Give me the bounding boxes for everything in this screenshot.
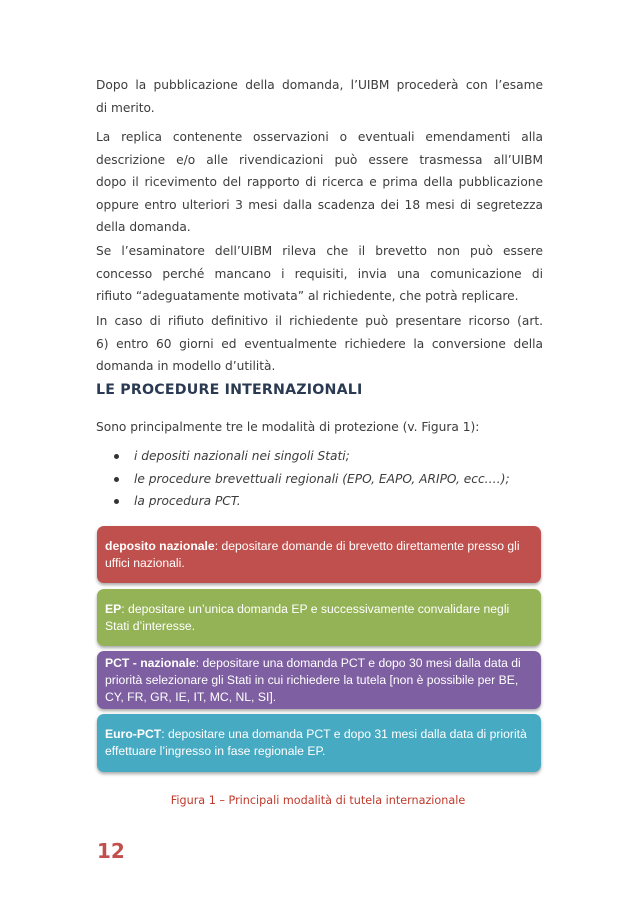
- box-text: uffici nazionali.: [105, 555, 185, 570]
- text-line: oppure entro ulteriori 3 mesi dalla scadenza dei 18 mesi di segretezza: [96, 197, 543, 212]
- bullet-icon: [114, 454, 119, 459]
- paragraph-appeal: [96, 310, 543, 378]
- text-line: di merito.: [96, 100, 155, 115]
- page-number: 12: [97, 839, 125, 863]
- paragraph-reply: [96, 126, 543, 239]
- text-line: descrizione e/o alle rivendicazioni può essere trasmessa all’UIBM: [96, 152, 543, 167]
- intro-paragraph: [96, 416, 543, 439]
- box-term: deposito nazionale: [105, 538, 215, 553]
- protection-modes-list: [114, 445, 510, 513]
- figure-caption: [0, 794, 638, 807]
- bullet-icon: [114, 477, 119, 482]
- box-text: Stati d’interesse.: [105, 618, 196, 633]
- box-term: PCT - nazionale: [105, 655, 196, 670]
- list-item: [114, 445, 510, 468]
- box-text: : depositare un’unica domanda EP e successivamente convalidare negli: [121, 601, 510, 616]
- box-text: effettuare l’ingresso in fase regionale EP.: [105, 744, 326, 758]
- text-line: domanda in modello d’utilità.: [96, 359, 276, 374]
- box-term: EP: [105, 601, 122, 616]
- bullet-icon: [114, 499, 119, 504]
- box-text: : depositare una domanda PCT e dopo 30 mesi dalla data di: [195, 655, 521, 670]
- text-line: della domanda.: [96, 220, 191, 235]
- figure-box-euro-pct: [97, 714, 541, 772]
- text-line: Se l’esaminatore dell’UIBM rileva che il brevetto non può essere: [96, 244, 543, 258]
- text-line: rifiuto “adeguatamente motivata” al richiedente, che potrà replicare.: [96, 289, 519, 304]
- list-item: [114, 468, 510, 491]
- paragraph-exam: [96, 74, 543, 119]
- text-line: La replica contenente osservazioni o eventuali emendamenti alla: [96, 130, 543, 144]
- text-line: 6) entro 60 giorni ed eventualmente richiedere la conversione della: [96, 336, 543, 351]
- section-heading: LE PROCEDURE INTERNAZIONALI: [96, 382, 363, 398]
- list-item-text: le procedure brevettuali regionali (EPO, EAPO, ARIPO, ecc.…);: [134, 471, 510, 486]
- paragraph-refusal: [96, 240, 543, 308]
- text-line: Sono principalmente tre le modalità di protezione (v. Figura 1):: [96, 420, 480, 434]
- text-line: concesso perché mancano i requisiti, invia una comunicazione di: [96, 266, 543, 281]
- list-item: [114, 490, 510, 513]
- box-text: CY, FR, GR, IE, IT, MC, NL, SI].: [105, 689, 277, 704]
- box-text: : depositare una domanda PCT e dopo 31 mesi dalla data di priorità: [161, 727, 527, 741]
- box-text: : depositare domande di brevetto direttamente presso gli: [214, 538, 520, 553]
- figure-caption-text: Figura 1 – Principali modalità di tutela internazionale: [170, 794, 466, 807]
- box-text: priorità selezionare gli Stati in cui richiedere la tutela [non è possibile per BE,: [105, 672, 519, 687]
- list-item-text: la procedura PCT.: [134, 494, 241, 509]
- text-line: In caso di rifiuto definitivo il richiedente può presentare ricorso (art.: [96, 314, 543, 328]
- text-line: Dopo la pubblicazione della domanda, l’UIBM procederà con l’esame: [96, 78, 543, 92]
- figure-box-national-deposit: [97, 526, 541, 583]
- figure-box-ep: [97, 589, 541, 646]
- box-term: Euro-PCT: [105, 727, 162, 741]
- figure-box-pct-national: [97, 651, 541, 709]
- list-item-text: i depositi nazionali nei singoli Stati;: [134, 449, 350, 463]
- text-line: dopo il ricevimento del rapporto di ricerca e prima della pubblicazione: [96, 175, 543, 190]
